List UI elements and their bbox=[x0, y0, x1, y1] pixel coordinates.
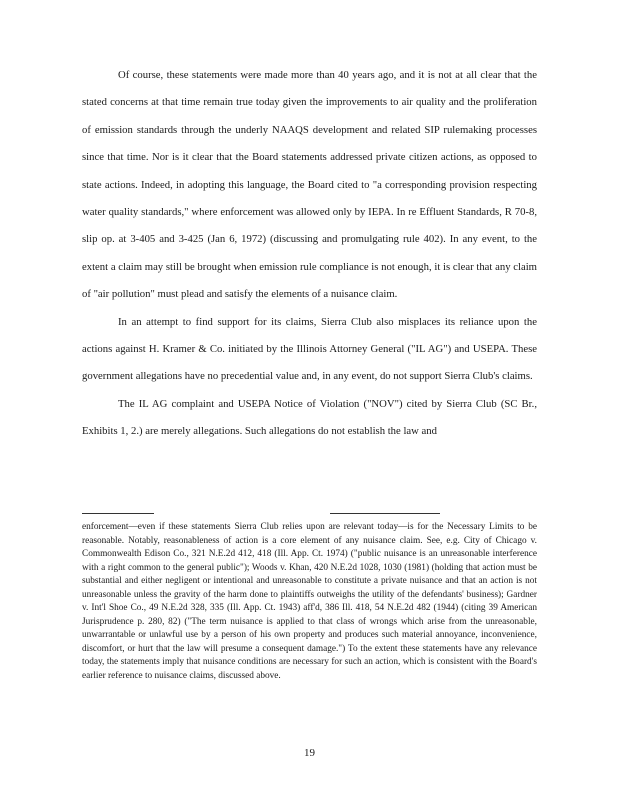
paragraph-1: Of course, these statements were made more than 40 years ago, and it is not at all clear that the stated concerns at that time remain true today given the improvements to air quality and the proliferation of emission standards through the underly NAAQS development and related SIP rulemaking processes since that time. Nor is it clear that the Board statements addressed private citizen actions, as opposed to state actions. Indeed, in adopting this language, the Board cited to "a corresponding provision respecting water quality standards," where enforcement was allowed only by IEPA. In re Effluent Standards, R 70-8, slip op. at 3-405 and 3-425 (Jan 6, 1972) (discussing and promulgating rule 402). In any event, to the extent a claim may still be brought when emission rule compliance is not enough, it is clear that any claim of "air pollution" must plead and satisfy the elements of a nuisance claim. bbox=[82, 69, 537, 301]
footnote-separator bbox=[82, 513, 154, 514]
footnote-separator-right bbox=[330, 513, 440, 514]
paragraph-3: The IL AG complaint and USEPA Notice of Violation ("NOV") cited by Sierra Club (SC Br., Exhibits 1, 2.) are merely allegations. Such allegations do not establish the law and bbox=[82, 397, 537, 438]
paragraph-2: In an attempt to find support for its claims, Sierra Club also misplaces its reliance upon the actions against H. Kramer & Co. initiated by the Illinois Attorney General ("IL AG") and USEPA. These government allegations have no precedential value and, in any event, do not support Sierra Club's claims. bbox=[82, 315, 537, 383]
footnote-text: enforcement—even if these statements Sierra Club relies upon are relevant today—is for the Necessary Limits to be reasonable. Notably, reasonableness of action is a core element of any nuisance claim. See, e.g. City of Chicago v. Commonwealth Edison Co., 321 N.E.2d 412, 418 (Ill. App. Ct. 1974) ("public nuisance is an unreasonable interference with a right common to the general public"); Woods v. Khan, 420 N.E.2d 1028, 1030 (1981) (holding that action must be substantial and either negligent or intentional and unreasonable to constitute a private nuisance and that an action is not unreasonable unless the gravity of the harm done to plaintiffs outweighs the utility of the defendants' business); Gardner v. Int'l Shoe Co., 49 N.E.2d 328, 335 (Ill. App. Ct. 1943) aff'd, 386 Ill. 418, 54 N.E.2d 482 (1944) (citing 39 American Jurisprudence p. 280, 82) ("The term nuisance is applied to that class of wrongs which arise from the unreasonable, unwarrantable or unlawful use by a person of his own property and produces such material annoyance, inconvenience, discomfort, or hurt that the law will presume a consequent damage.") To the extent these statements have any relevance today, the statements imply that nuisance conditions are necessary for such an action, which is consistent with the Board's earlier reference to nuisance claims, discussed above. bbox=[82, 522, 537, 682]
footnote bbox=[82, 521, 537, 684]
page-number: 19 bbox=[304, 747, 315, 759]
body-text bbox=[82, 62, 537, 446]
